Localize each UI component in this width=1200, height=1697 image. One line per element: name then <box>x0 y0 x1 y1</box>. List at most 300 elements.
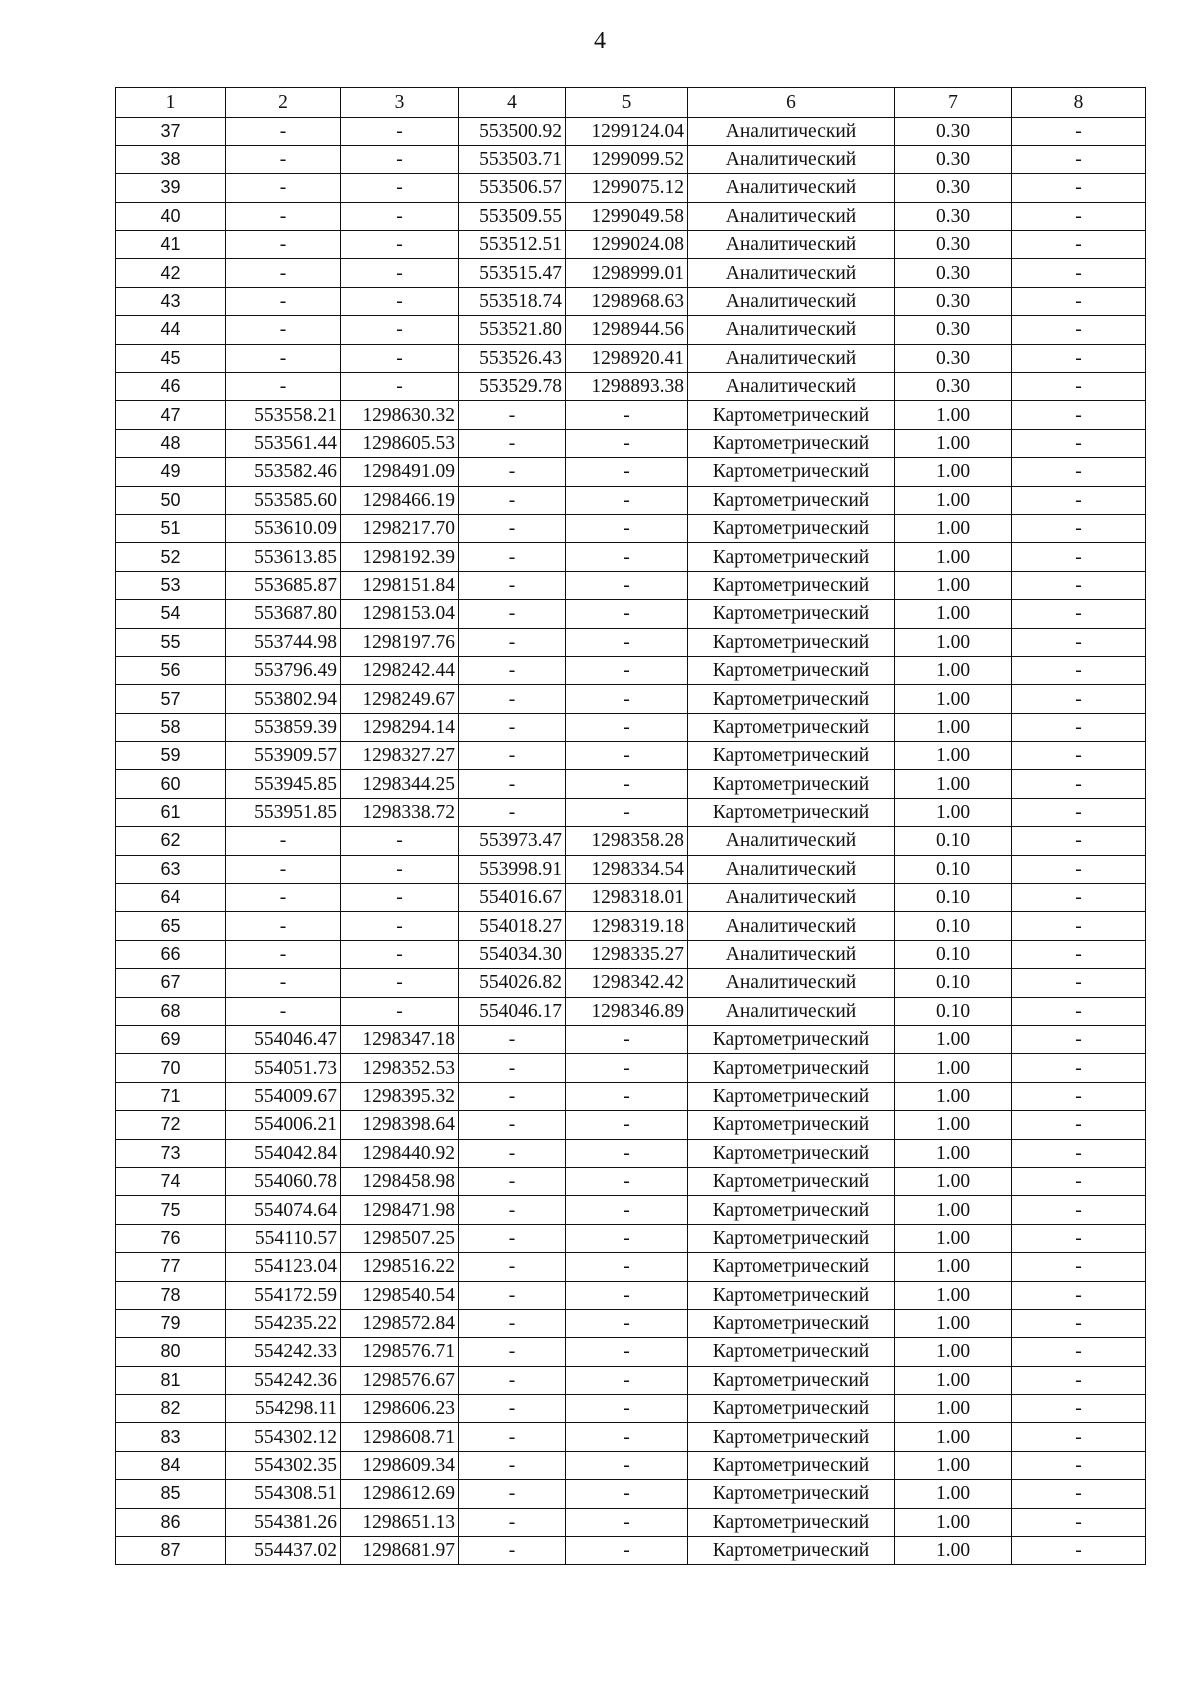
table-cell-col-1: 81 <box>116 1366 226 1394</box>
table-cell-col-8: - <box>1012 1111 1146 1139</box>
table-row <box>116 373 1146 401</box>
table-cell-col-4: - <box>459 1508 566 1536</box>
table-row <box>116 685 1146 713</box>
table-row <box>116 571 1146 599</box>
table-cell-col-4: - <box>459 429 566 457</box>
table-row <box>116 742 1146 770</box>
table-cell-col-5: 1299124.04 <box>566 117 688 145</box>
table-cell-col-6: Картометрический <box>688 1309 895 1337</box>
table-cell-col-1: 41 <box>116 231 226 259</box>
table-cell-col-1: 62 <box>116 827 226 855</box>
table-cell-col-3: 1298576.71 <box>341 1338 459 1366</box>
table-cell-col-2: - <box>226 316 341 344</box>
table-cell-col-4: - <box>459 1082 566 1110</box>
table-cell-col-5: 1298342.42 <box>566 969 688 997</box>
table-row <box>116 1026 1146 1054</box>
table-cell-col-4: - <box>459 600 566 628</box>
table-cell-col-4: - <box>459 1054 566 1082</box>
table-cell-col-5: 1299075.12 <box>566 174 688 202</box>
table-row <box>116 202 1146 230</box>
table-cell-col-3: 1298491.09 <box>341 458 459 486</box>
table-row <box>116 1508 1146 1536</box>
table-cell-col-1: 72 <box>116 1111 226 1139</box>
table-row <box>116 1309 1146 1337</box>
table-cell-col-8: - <box>1012 1224 1146 1252</box>
table-cell-col-7: 1.00 <box>895 1309 1012 1337</box>
table-cell-col-1: 57 <box>116 685 226 713</box>
table-cell-col-5: - <box>566 1480 688 1508</box>
table-cell-col-6: Картометрический <box>688 628 895 656</box>
table-cell-col-4: - <box>459 1167 566 1195</box>
table-cell-col-1: 60 <box>116 770 226 798</box>
table-cell-col-3: 1298347.18 <box>341 1026 459 1054</box>
table-cell-col-3: - <box>341 997 459 1025</box>
table-cell-col-3: - <box>341 145 459 173</box>
column-header-7: 7 <box>895 88 1012 118</box>
table-cell-col-5: - <box>566 514 688 542</box>
table-cell-col-3: 1298466.19 <box>341 486 459 514</box>
table-cell-col-6: Картометрический <box>688 1395 895 1423</box>
table-cell-col-2: 553558.21 <box>226 401 341 429</box>
table-cell-col-1: 84 <box>116 1451 226 1479</box>
table-row <box>116 827 1146 855</box>
table-cell-col-8: - <box>1012 429 1146 457</box>
table-cell-col-6: Картометрический <box>688 571 895 599</box>
table-cell-col-7: 1.00 <box>895 514 1012 542</box>
table-cell-col-7: 0.30 <box>895 174 1012 202</box>
table-cell-col-8: - <box>1012 1026 1146 1054</box>
table-cell-col-1: 85 <box>116 1480 226 1508</box>
table-cell-col-8: - <box>1012 1423 1146 1451</box>
table-cell-col-7: 1.00 <box>895 1338 1012 1366</box>
table-cell-col-8: - <box>1012 798 1146 826</box>
table-cell-col-8: - <box>1012 202 1146 230</box>
table-cell-col-5: 1298318.01 <box>566 884 688 912</box>
table-cell-col-5: - <box>566 543 688 571</box>
table-cell-col-8: - <box>1012 514 1146 542</box>
table-row <box>116 1139 1146 1167</box>
table-cell-col-8: - <box>1012 628 1146 656</box>
table-cell-col-4: - <box>459 1366 566 1394</box>
table-cell-col-5: - <box>566 401 688 429</box>
table-row <box>116 458 1146 486</box>
table-cell-col-4: 553529.78 <box>459 373 566 401</box>
table-row <box>116 997 1146 1025</box>
table-cell-col-7: 1.00 <box>895 401 1012 429</box>
table-cell-col-6: Картометрический <box>688 600 895 628</box>
table-cell-col-4: - <box>459 1338 566 1366</box>
table-row <box>116 1082 1146 1110</box>
table-cell-col-7: 1.00 <box>895 1366 1012 1394</box>
table-cell-col-7: 1.00 <box>895 600 1012 628</box>
table-cell-col-7: 1.00 <box>895 1395 1012 1423</box>
table-cell-col-1: 69 <box>116 1026 226 1054</box>
table-cell-col-6: Аналитический <box>688 940 895 968</box>
table-cell-col-8: - <box>1012 145 1146 173</box>
table-cell-col-8: - <box>1012 117 1146 145</box>
table-cell-col-8: - <box>1012 770 1146 798</box>
table-cell-col-2: 553613.85 <box>226 543 341 571</box>
table-cell-col-6: Картометрический <box>688 770 895 798</box>
table-cell-col-7: 1.00 <box>895 1167 1012 1195</box>
table-cell-col-5: - <box>566 1395 688 1423</box>
table-header-row <box>116 88 1146 118</box>
table-cell-col-2: - <box>226 969 341 997</box>
table-cell-col-3: - <box>341 940 459 968</box>
table-cell-col-6: Картометрический <box>688 1480 895 1508</box>
table-cell-col-2: 553951.85 <box>226 798 341 826</box>
table-cell-col-3: 1298352.53 <box>341 1054 459 1082</box>
table-cell-col-4: - <box>459 685 566 713</box>
table-cell-col-8: - <box>1012 1054 1146 1082</box>
table-cell-col-8: - <box>1012 1451 1146 1479</box>
table-cell-col-8: - <box>1012 543 1146 571</box>
table-cell-col-8: - <box>1012 1338 1146 1366</box>
table-cell-col-3: 1298242.44 <box>341 656 459 684</box>
table-cell-col-7: 1.00 <box>895 1480 1012 1508</box>
table-cell-col-5: - <box>566 713 688 741</box>
table-cell-col-4: 554016.67 <box>459 884 566 912</box>
table-cell-col-6: Картометрический <box>688 1167 895 1195</box>
table-row <box>116 401 1146 429</box>
table-cell-col-7: 1.00 <box>895 798 1012 826</box>
table-cell-col-7: 1.00 <box>895 1026 1012 1054</box>
table-cell-col-4: - <box>459 742 566 770</box>
table-cell-col-2: 553685.87 <box>226 571 341 599</box>
table-cell-col-8: - <box>1012 486 1146 514</box>
table-cell-col-8: - <box>1012 1537 1146 1565</box>
table-cell-col-1: 64 <box>116 884 226 912</box>
table-cell-col-2: 553561.44 <box>226 429 341 457</box>
table-cell-col-8: - <box>1012 940 1146 968</box>
table-row <box>116 1111 1146 1139</box>
table-cell-col-5: 1298334.54 <box>566 855 688 883</box>
table-cell-col-2: 554235.22 <box>226 1309 341 1337</box>
table-cell-col-5: 1298893.38 <box>566 373 688 401</box>
table-row <box>116 656 1146 684</box>
table-cell-col-5: - <box>566 429 688 457</box>
table-cell-col-2: - <box>226 117 341 145</box>
table-cell-col-8: - <box>1012 1082 1146 1110</box>
table-cell-col-3: 1298440.92 <box>341 1139 459 1167</box>
table-row <box>116 1338 1146 1366</box>
table-cell-col-2: 553859.39 <box>226 713 341 741</box>
table-cell-col-5: - <box>566 628 688 656</box>
table-cell-col-8: - <box>1012 1196 1146 1224</box>
table-cell-col-3: - <box>341 344 459 372</box>
table-cell-col-6: Аналитический <box>688 117 895 145</box>
table-cell-col-4: 553526.43 <box>459 344 566 372</box>
table-cell-col-6: Картометрический <box>688 1366 895 1394</box>
table-cell-col-1: 51 <box>116 514 226 542</box>
table-cell-col-7: 1.00 <box>895 656 1012 684</box>
table-row <box>116 713 1146 741</box>
table-cell-col-3: 1298507.25 <box>341 1224 459 1252</box>
table-cell-col-8: - <box>1012 401 1146 429</box>
table-cell-col-3: - <box>341 912 459 940</box>
table-cell-col-6: Аналитический <box>688 344 895 372</box>
table-cell-col-3: 1298458.98 <box>341 1167 459 1195</box>
table-cell-col-5: - <box>566 486 688 514</box>
table-cell-col-2: - <box>226 287 341 315</box>
table-cell-col-5: - <box>566 1196 688 1224</box>
table-cell-col-3: 1298217.70 <box>341 514 459 542</box>
table-row <box>116 1366 1146 1394</box>
table-cell-col-1: 71 <box>116 1082 226 1110</box>
table-cell-col-2: 554042.84 <box>226 1139 341 1167</box>
table-cell-col-6: Картометрический <box>688 1196 895 1224</box>
table-row <box>116 514 1146 542</box>
table-cell-col-7: 1.00 <box>895 1423 1012 1451</box>
table-cell-col-1: 61 <box>116 798 226 826</box>
table-cell-col-6: Картометрический <box>688 486 895 514</box>
table-cell-col-1: 55 <box>116 628 226 656</box>
table-cell-col-8: - <box>1012 1366 1146 1394</box>
table-cell-col-5: - <box>566 600 688 628</box>
table-cell-col-1: 63 <box>116 855 226 883</box>
table-cell-col-1: 53 <box>116 571 226 599</box>
table-cell-col-1: 73 <box>116 1139 226 1167</box>
table-cell-col-7: 1.00 <box>895 458 1012 486</box>
table-cell-col-2: 554381.26 <box>226 1508 341 1536</box>
table-cell-col-3: - <box>341 202 459 230</box>
table-cell-col-5: - <box>566 685 688 713</box>
table-cell-col-7: 1.00 <box>895 1196 1012 1224</box>
table-cell-col-5: 1298335.27 <box>566 940 688 968</box>
table-cell-col-4: - <box>459 1537 566 1565</box>
table-cell-col-2: - <box>226 174 341 202</box>
table-cell-col-6: Аналитический <box>688 827 895 855</box>
table-row <box>116 969 1146 997</box>
table-cell-col-3: - <box>341 884 459 912</box>
table-cell-col-5: - <box>566 742 688 770</box>
table-row <box>116 486 1146 514</box>
table-cell-col-3: 1298681.97 <box>341 1537 459 1565</box>
table-cell-col-2: 554060.78 <box>226 1167 341 1195</box>
table-cell-col-6: Картометрический <box>688 514 895 542</box>
table-cell-col-2: - <box>226 827 341 855</box>
table-cell-col-2: 554046.47 <box>226 1026 341 1054</box>
table-cell-col-5: - <box>566 1451 688 1479</box>
table-cell-col-3: 1298651.13 <box>341 1508 459 1536</box>
table-row <box>116 117 1146 145</box>
table-cell-col-7: 1.00 <box>895 1139 1012 1167</box>
table-cell-col-5: - <box>566 1537 688 1565</box>
table-cell-col-6: Картометрический <box>688 1082 895 1110</box>
table-cell-col-4: - <box>459 1196 566 1224</box>
table-cell-col-1: 46 <box>116 373 226 401</box>
column-header-5: 5 <box>566 88 688 118</box>
table-cell-col-4: - <box>459 798 566 826</box>
table-cell-col-8: - <box>1012 713 1146 741</box>
table-cell-col-2: 553909.57 <box>226 742 341 770</box>
table-cell-col-1: 43 <box>116 287 226 315</box>
table-cell-col-4: - <box>459 1111 566 1139</box>
table-cell-col-6: Картометрический <box>688 1054 895 1082</box>
table-cell-col-2: - <box>226 940 341 968</box>
table-cell-col-1: 76 <box>116 1224 226 1252</box>
table-cell-col-7: 1.00 <box>895 1054 1012 1082</box>
column-header-6: 6 <box>688 88 895 118</box>
table-cell-col-6: Аналитический <box>688 174 895 202</box>
table-cell-col-6: Аналитический <box>688 855 895 883</box>
table-cell-col-2: 553585.60 <box>226 486 341 514</box>
table-cell-col-8: - <box>1012 316 1146 344</box>
table-cell-col-5: - <box>566 571 688 599</box>
table-cell-col-5: - <box>566 1338 688 1366</box>
table-cell-col-3: 1298192.39 <box>341 543 459 571</box>
table-cell-col-1: 79 <box>116 1309 226 1337</box>
table-cell-col-5: - <box>566 1309 688 1337</box>
table-cell-col-8: - <box>1012 231 1146 259</box>
table-cell-col-3: 1298344.25 <box>341 770 459 798</box>
table-row <box>116 1423 1146 1451</box>
table-cell-col-2: 554172.59 <box>226 1281 341 1309</box>
table-cell-col-8: - <box>1012 344 1146 372</box>
table-cell-col-6: Аналитический <box>688 316 895 344</box>
table-cell-col-4: - <box>459 656 566 684</box>
table-cell-col-6: Аналитический <box>688 373 895 401</box>
table-cell-col-8: - <box>1012 287 1146 315</box>
table-cell-col-3: 1298612.69 <box>341 1480 459 1508</box>
table-row <box>116 1224 1146 1252</box>
table-cell-col-4: - <box>459 1139 566 1167</box>
table-cell-col-8: - <box>1012 1253 1146 1281</box>
table-cell-col-7: 1.00 <box>895 742 1012 770</box>
table-cell-col-7: 1.00 <box>895 713 1012 741</box>
table-cell-col-6: Аналитический <box>688 202 895 230</box>
table-cell-col-5: - <box>566 1111 688 1139</box>
table-cell-col-8: - <box>1012 1139 1146 1167</box>
table-cell-col-3: - <box>341 316 459 344</box>
table-cell-col-2: - <box>226 344 341 372</box>
table-cell-col-3: 1298197.76 <box>341 628 459 656</box>
table-cell-col-6: Картометрический <box>688 742 895 770</box>
table-cell-col-7: 1.00 <box>895 628 1012 656</box>
table-cell-col-1: 52 <box>116 543 226 571</box>
table-cell-col-1: 50 <box>116 486 226 514</box>
table-cell-col-6: Картометрический <box>688 1224 895 1252</box>
table-cell-col-1: 56 <box>116 656 226 684</box>
table-cell-col-2: 553945.85 <box>226 770 341 798</box>
table-cell-col-3: 1298294.14 <box>341 713 459 741</box>
table-cell-col-6: Аналитический <box>688 259 895 287</box>
table-cell-col-6: Картометрический <box>688 1423 895 1451</box>
table-cell-col-5: 1298999.01 <box>566 259 688 287</box>
table-cell-col-5: 1298346.89 <box>566 997 688 1025</box>
table-cell-col-7: 0.30 <box>895 117 1012 145</box>
table-cell-col-7: 0.10 <box>895 969 1012 997</box>
table-cell-col-1: 48 <box>116 429 226 457</box>
table-cell-col-1: 66 <box>116 940 226 968</box>
table-cell-col-3: 1298605.53 <box>341 429 459 457</box>
table-cell-col-4: - <box>459 1224 566 1252</box>
table-cell-col-2: 554308.51 <box>226 1480 341 1508</box>
table-cell-col-4: 553518.74 <box>459 287 566 315</box>
table-cell-col-5: - <box>566 1281 688 1309</box>
table-cell-col-3: 1298576.67 <box>341 1366 459 1394</box>
table-cell-col-5: 1298920.41 <box>566 344 688 372</box>
table-cell-col-3: 1298151.84 <box>341 571 459 599</box>
table-cell-col-7: 1.00 <box>895 429 1012 457</box>
table-cell-col-8: - <box>1012 912 1146 940</box>
table-cell-col-1: 74 <box>116 1167 226 1195</box>
table-cell-col-6: Аналитический <box>688 969 895 997</box>
table-cell-col-4: 554046.17 <box>459 997 566 1025</box>
table-cell-col-2: 553802.94 <box>226 685 341 713</box>
table-cell-col-7: 1.00 <box>895 1224 1012 1252</box>
table-cell-col-6: Картометрический <box>688 1139 895 1167</box>
table-cell-col-5: 1298968.63 <box>566 287 688 315</box>
table-row <box>116 1480 1146 1508</box>
table-cell-col-3: 1298606.23 <box>341 1395 459 1423</box>
table-row <box>116 1196 1146 1224</box>
table-cell-col-4: - <box>459 1451 566 1479</box>
table-cell-col-2: - <box>226 373 341 401</box>
table-cell-col-2: - <box>226 145 341 173</box>
table-cell-col-7: 1.00 <box>895 543 1012 571</box>
table-cell-col-8: - <box>1012 827 1146 855</box>
table-cell-col-4: - <box>459 543 566 571</box>
table-cell-col-7: 0.10 <box>895 997 1012 1025</box>
table-cell-col-4: - <box>459 1480 566 1508</box>
table-cell-col-3: 1298540.54 <box>341 1281 459 1309</box>
table-cell-col-6: Картометрический <box>688 685 895 713</box>
table-cell-col-2: - <box>226 912 341 940</box>
table-row <box>116 1253 1146 1281</box>
table-cell-col-5: - <box>566 1253 688 1281</box>
table-row <box>116 912 1146 940</box>
table-cell-col-7: 0.10 <box>895 827 1012 855</box>
table-cell-col-7: 1.00 <box>895 1111 1012 1139</box>
table-cell-col-7: 0.30 <box>895 287 1012 315</box>
table-cell-col-6: Картометрический <box>688 1281 895 1309</box>
table-cell-col-7: 0.30 <box>895 259 1012 287</box>
table-cell-col-7: 1.00 <box>895 1537 1012 1565</box>
coordinates-table <box>115 87 1146 1565</box>
table-cell-col-8: - <box>1012 884 1146 912</box>
table-cell-col-3: 1298327.27 <box>341 742 459 770</box>
table-cell-col-1: 47 <box>116 401 226 429</box>
table-row <box>116 798 1146 826</box>
table-cell-col-4: - <box>459 628 566 656</box>
table-cell-col-2: 554302.12 <box>226 1423 341 1451</box>
table-cell-col-5: - <box>566 1054 688 1082</box>
table-cell-col-6: Картометрический <box>688 543 895 571</box>
table-cell-col-2: 553796.49 <box>226 656 341 684</box>
table-row <box>116 344 1146 372</box>
table-cell-col-2: 553687.80 <box>226 600 341 628</box>
table-cell-col-7: 1.00 <box>895 571 1012 599</box>
table-cell-col-3: 1298572.84 <box>341 1309 459 1337</box>
table-cell-col-3: 1298395.32 <box>341 1082 459 1110</box>
table-cell-col-6: Картометрический <box>688 429 895 457</box>
table-cell-col-6: Картометрический <box>688 1253 895 1281</box>
table-row <box>116 940 1146 968</box>
table-cell-col-7: 0.30 <box>895 373 1012 401</box>
table-cell-col-4: 553521.80 <box>459 316 566 344</box>
column-header-3: 3 <box>341 88 459 118</box>
table-cell-col-7: 0.30 <box>895 202 1012 230</box>
table-row <box>116 145 1146 173</box>
table-cell-col-3: - <box>341 174 459 202</box>
table-row <box>116 1395 1146 1423</box>
table-cell-col-8: - <box>1012 259 1146 287</box>
table-cell-col-2: 554437.02 <box>226 1537 341 1565</box>
table-cell-col-5: - <box>566 1423 688 1451</box>
table-cell-col-3: 1298609.34 <box>341 1451 459 1479</box>
table-cell-col-2: 554242.36 <box>226 1366 341 1394</box>
